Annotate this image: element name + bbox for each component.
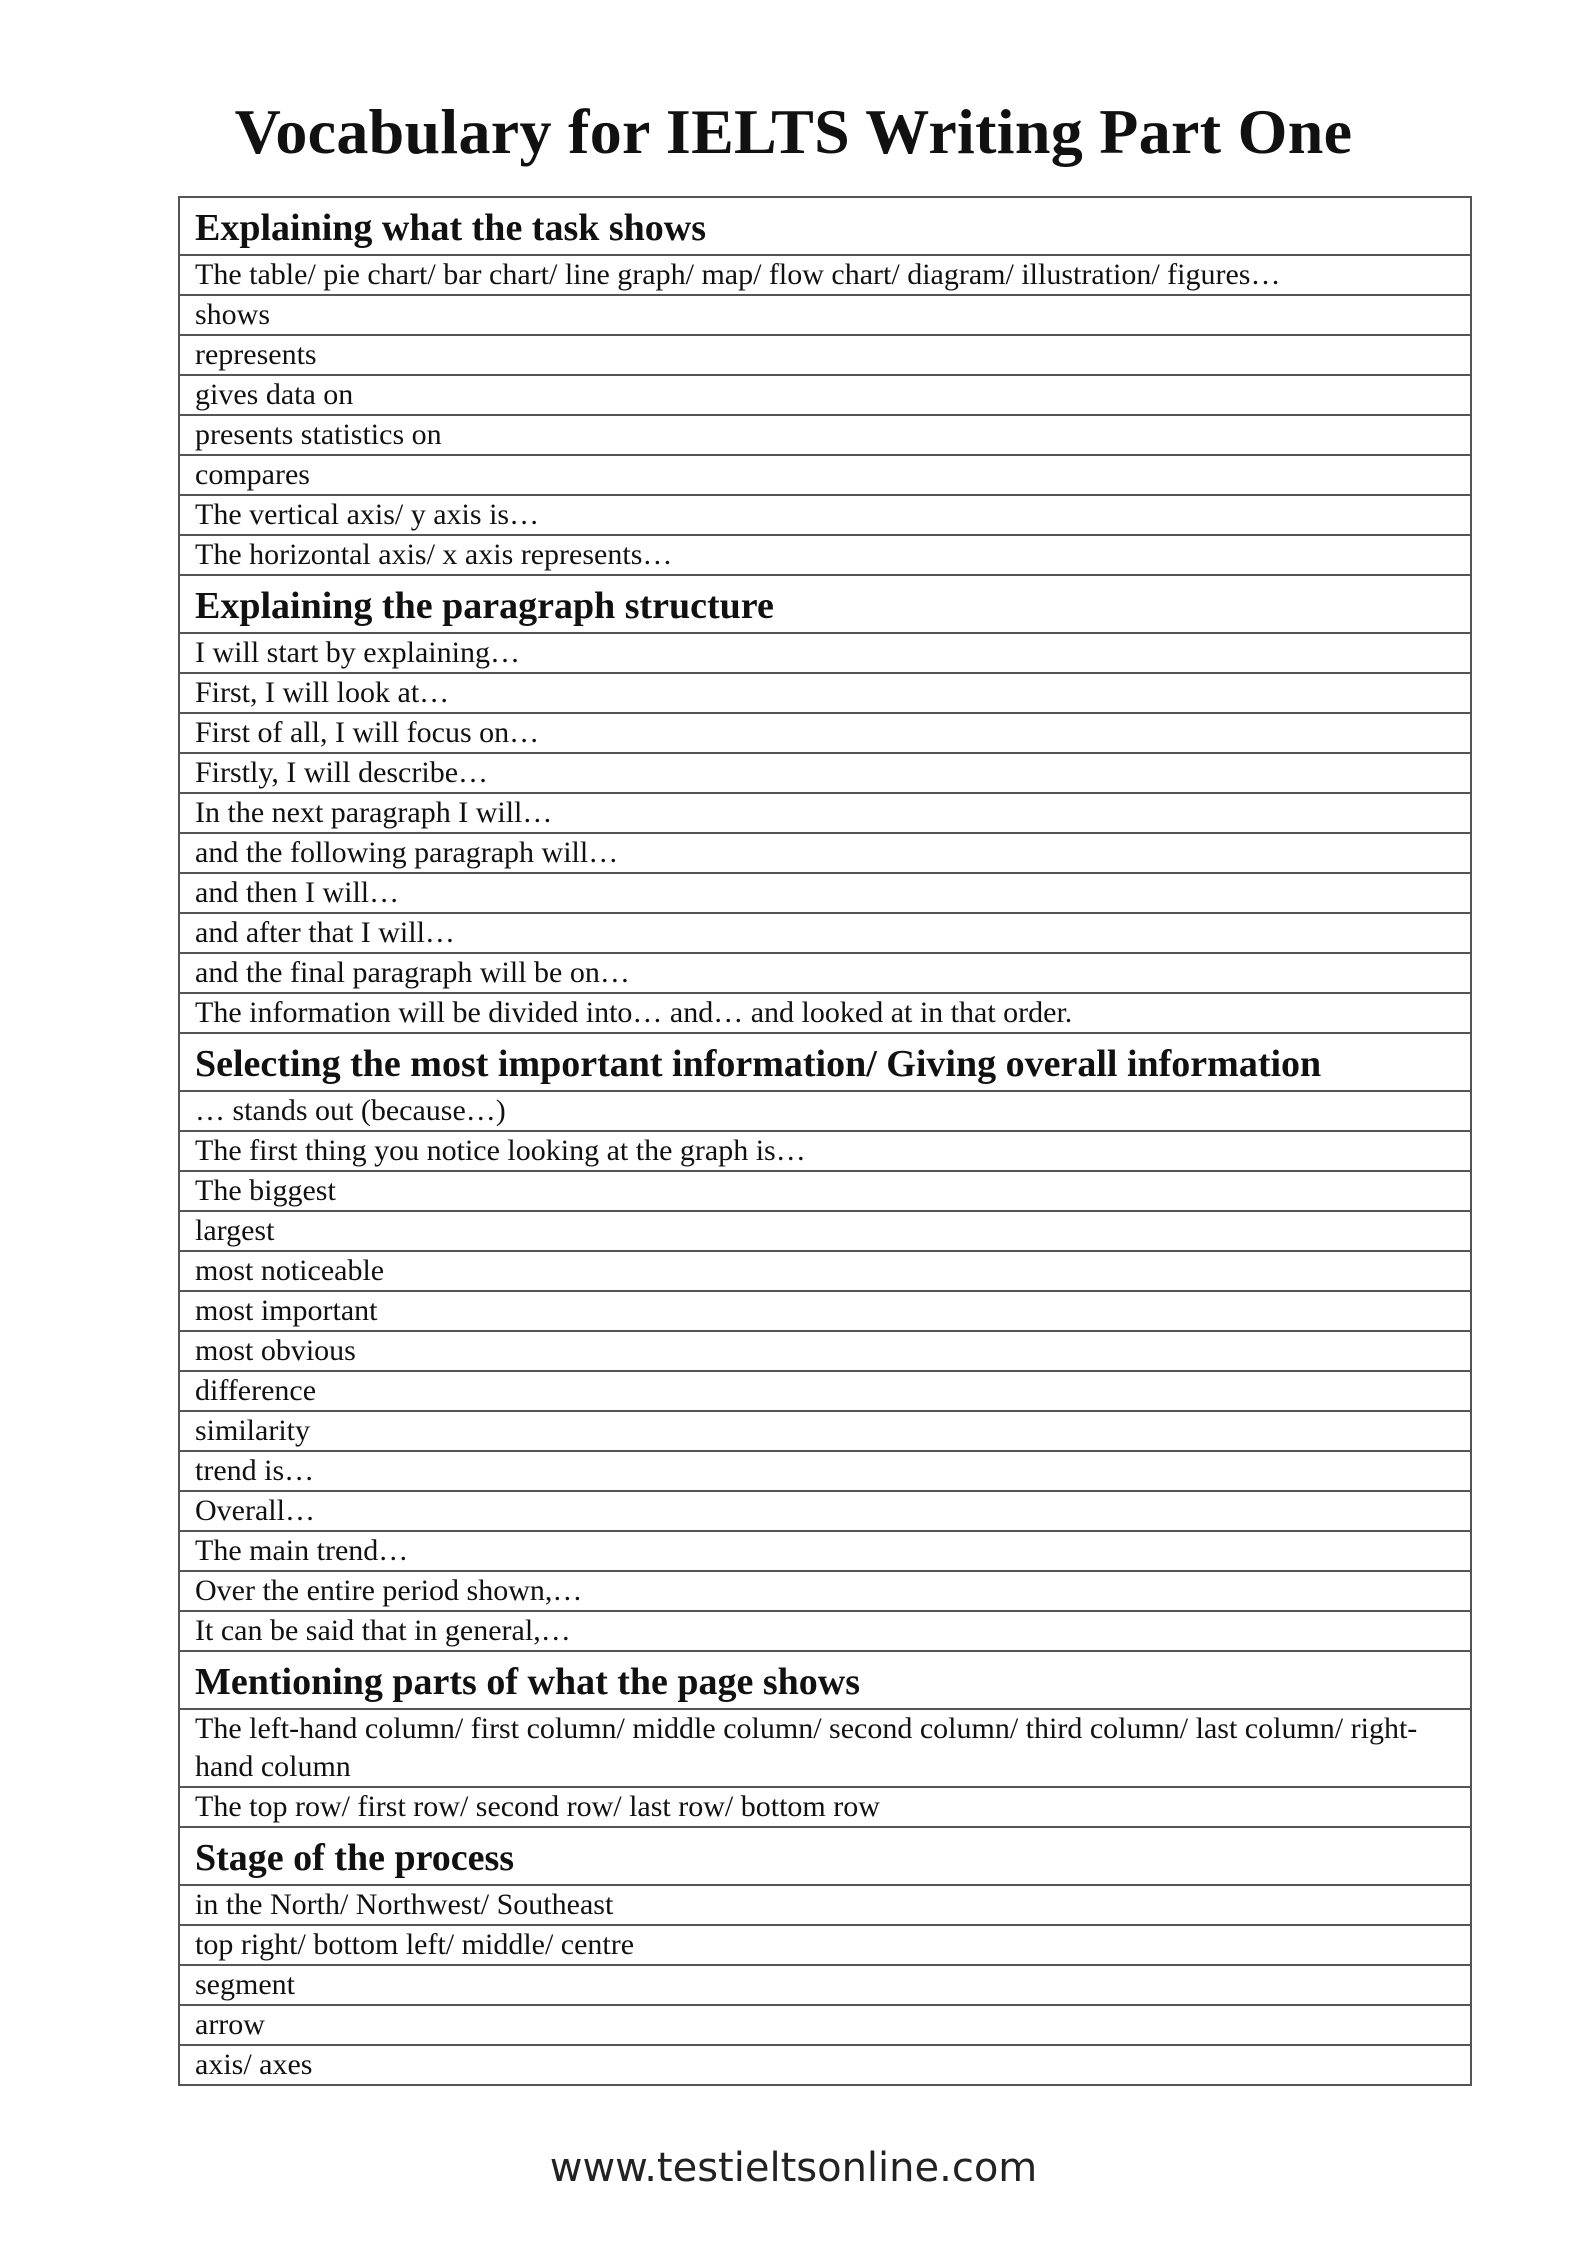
section-heading: Explaining the paragraph structure xyxy=(180,576,1470,634)
table-row: The main trend… xyxy=(180,1532,1470,1572)
table-row: compares xyxy=(180,456,1470,496)
table-row: gives data on xyxy=(180,376,1470,416)
table-row: First, I will look at… xyxy=(180,674,1470,714)
table-row: Overall… xyxy=(180,1492,1470,1532)
table-row: In the next paragraph I will… xyxy=(180,794,1470,834)
table-row: shows xyxy=(180,296,1470,336)
table-row: The top row/ first row/ second row/ last row/ bottom row xyxy=(180,1788,1470,1828)
table-row: The table/ pie chart/ bar chart/ line graph/ map/ flow chart/ diagram/ illustration/ figures… xyxy=(180,256,1470,296)
vocabulary-table xyxy=(178,196,1472,2086)
table-row: axis/ axes xyxy=(195,2048,313,2081)
table-row: … stands out (because…) xyxy=(180,1092,1470,1132)
table-row: It can be said that in general,… xyxy=(180,1612,1470,1652)
section-heading: Explaining what the task shows xyxy=(180,198,1470,256)
table-row: The left-hand column/ first column/ middle column/ second column/ third column/ last column/ right-hand column xyxy=(180,1710,1470,1788)
table-row: The first thing you notice looking at the graph is… xyxy=(180,1132,1470,1172)
table-row: in the North/ Northwest/ Southeast xyxy=(180,1886,1470,1926)
table-row: Over the entire period shown,… xyxy=(180,1572,1470,1612)
table-row: segment xyxy=(180,1966,1470,2006)
table-row: largest xyxy=(180,1212,1470,1252)
table-row: The horizontal axis/ x axis represents… xyxy=(180,536,1470,576)
table-row: represents xyxy=(180,336,1470,376)
section-heading: Selecting the most important information/ Giving overall information xyxy=(180,1034,1470,1092)
table-row: most obvious xyxy=(180,1332,1470,1372)
page-title: Vocabulary for IELTS Writing Part One xyxy=(234,96,1353,167)
table-row: and after that I will… xyxy=(180,914,1470,954)
table-row: I will start by explaining… xyxy=(180,634,1470,674)
table-row: presents statistics on xyxy=(180,416,1470,456)
table-row: The information will be divided into… and… and looked at in that order. xyxy=(180,994,1470,1034)
section-heading: Stage of the process xyxy=(180,1828,1470,1886)
table-row: most noticeable xyxy=(180,1252,1470,1292)
table-row: The biggest xyxy=(180,1172,1470,1212)
section-heading: Mentioning parts of what the page shows xyxy=(180,1652,1470,1710)
table-row: most important xyxy=(180,1292,1470,1332)
footer-url: www.testieltsonline.com xyxy=(549,2145,1038,2191)
table-row: and the final paragraph will be on… xyxy=(180,954,1470,994)
table-row: similarity xyxy=(180,1412,1470,1452)
table-row: difference xyxy=(180,1372,1470,1412)
table-row: Firstly, I will describe… xyxy=(180,754,1470,794)
table-row: First of all, I will focus on… xyxy=(180,714,1470,754)
table-row: and the following paragraph will… xyxy=(180,834,1470,874)
table-row: The vertical axis/ y axis is… xyxy=(180,496,1470,536)
table-row: and then I will… xyxy=(180,874,1470,914)
table-row: trend is… xyxy=(180,1452,1470,1492)
table-row: arrow xyxy=(180,2006,1470,2046)
table-row: top right/ bottom left/ middle/ centre xyxy=(180,1926,1470,1966)
